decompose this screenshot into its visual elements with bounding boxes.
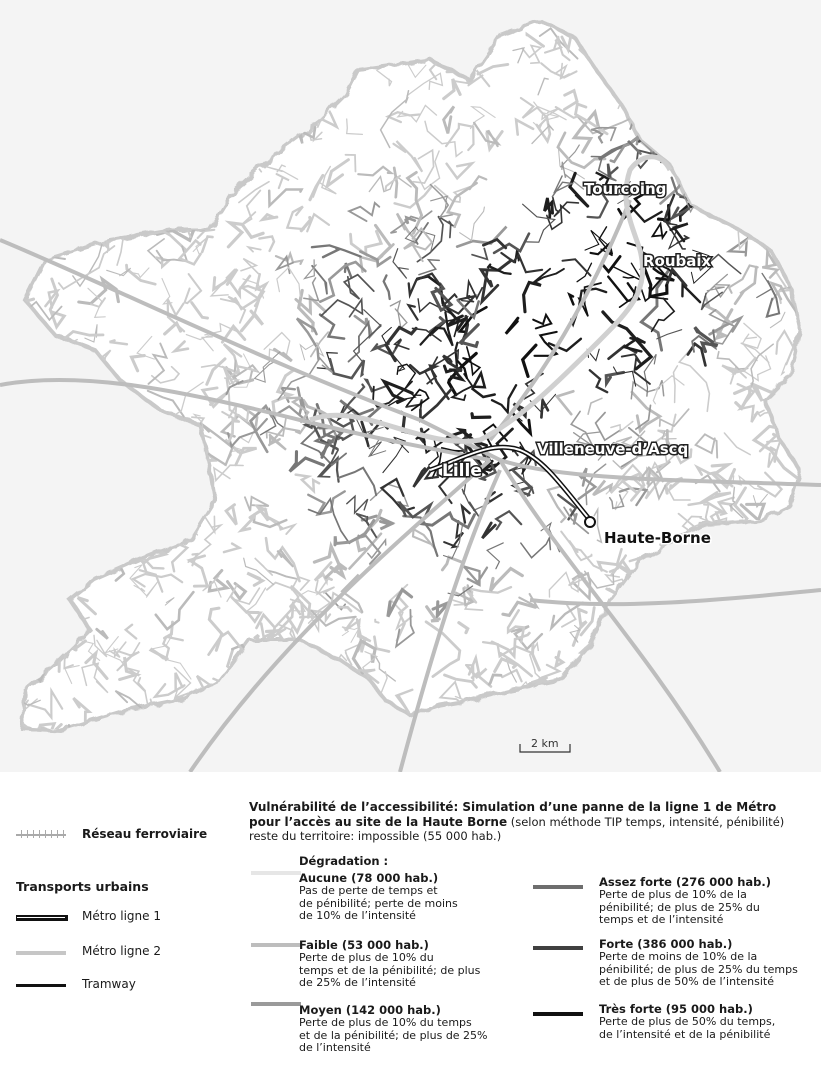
category-description: Perte de moins de 10% de la	[599, 950, 758, 963]
label-villeneuve: Villeneuve-d’Ascq	[537, 440, 689, 458]
category-description: Pas de perte de temps et	[299, 884, 438, 897]
category-description: Perte de plus de 10% du temps	[299, 1016, 472, 1029]
category-swatch	[251, 943, 301, 947]
category-name: Faible (53 000 hab.)	[299, 938, 429, 952]
legend-title-2-bold: pour l’accès au site de la Haute Borne	[249, 815, 508, 829]
scale-bar	[520, 737, 570, 752]
label-tourcoing: Tourcoing	[584, 180, 667, 198]
legend-degradation: Dégradation :	[299, 854, 389, 868]
category-description: et de plus de 50% de l’intensité	[599, 975, 775, 988]
legend-metro1: Métro ligne 1	[82, 909, 161, 923]
haute-borne-marker	[585, 517, 595, 527]
category-swatch	[533, 885, 583, 889]
legend-title-1: Vulnérabilité de l’accessibilité: Simulation d’une panne de la ligne 1 de Métro	[249, 800, 777, 814]
label-roubaix: Roubaix	[643, 252, 712, 270]
category-name: Forte (386 000 hab.)	[599, 937, 733, 951]
category-swatch	[533, 1012, 583, 1016]
scale-label: 2 km	[531, 737, 559, 750]
category-name: Moyen (142 000 hab.)	[299, 1003, 441, 1017]
legend-title-2-rest: (selon méthode TIP temps, intensité, pénibilité)	[507, 815, 785, 829]
legend-urban-transport: Transports urbains	[16, 879, 149, 894]
category-description: de l’intensité et de la pénibilité	[599, 1027, 771, 1041]
category-description: pénibilité; de plus de 25% du temps	[599, 962, 798, 976]
legend-title-3: reste du territoire: impossible (55 000 hab.)	[249, 829, 502, 843]
category-description: de 10% de l’intensité	[299, 909, 416, 922]
legend-tramway: Tramway	[82, 977, 136, 991]
metro2-swatch	[16, 951, 66, 955]
category-description: de l’intensité	[299, 1041, 371, 1054]
category-description: Perte de plus de 10% de la	[599, 888, 747, 901]
legend-metro2: Métro ligne 2	[82, 944, 161, 958]
category-swatch	[533, 946, 583, 950]
category-description: temps et de l’intensité	[599, 913, 724, 926]
tramway-swatch	[16, 984, 66, 987]
category-name: Aucune (78 000 hab.)	[299, 871, 439, 885]
legend-railway: Réseau ferroviaire	[82, 827, 208, 841]
category-description: et de la pénibilité; de plus de 25%	[299, 1028, 488, 1042]
category-description: Perte de plus de 10% du	[299, 951, 434, 964]
label-lille: Lille	[442, 461, 482, 481]
category-description: Perte de plus de 50% du temps,	[599, 1015, 776, 1028]
category-swatch	[251, 871, 301, 875]
category-name: Très forte (95 000 hab.)	[599, 1002, 753, 1016]
category-swatch	[251, 1002, 301, 1006]
category-description: de pénibilité; perte de moins	[299, 896, 458, 910]
category-description: pénibilité; de plus de 25% du	[599, 900, 760, 914]
legend-panel	[0, 788, 821, 1075]
category-description: de 25% de l’intensité	[299, 976, 416, 989]
metro1-swatch	[16, 915, 68, 921]
category-description: temps et de la pénibilité; de plus	[299, 963, 481, 977]
category-name: Assez forte (276 000 hab.)	[599, 875, 772, 889]
label-haute-borne: Haute-Borne	[604, 529, 711, 547]
